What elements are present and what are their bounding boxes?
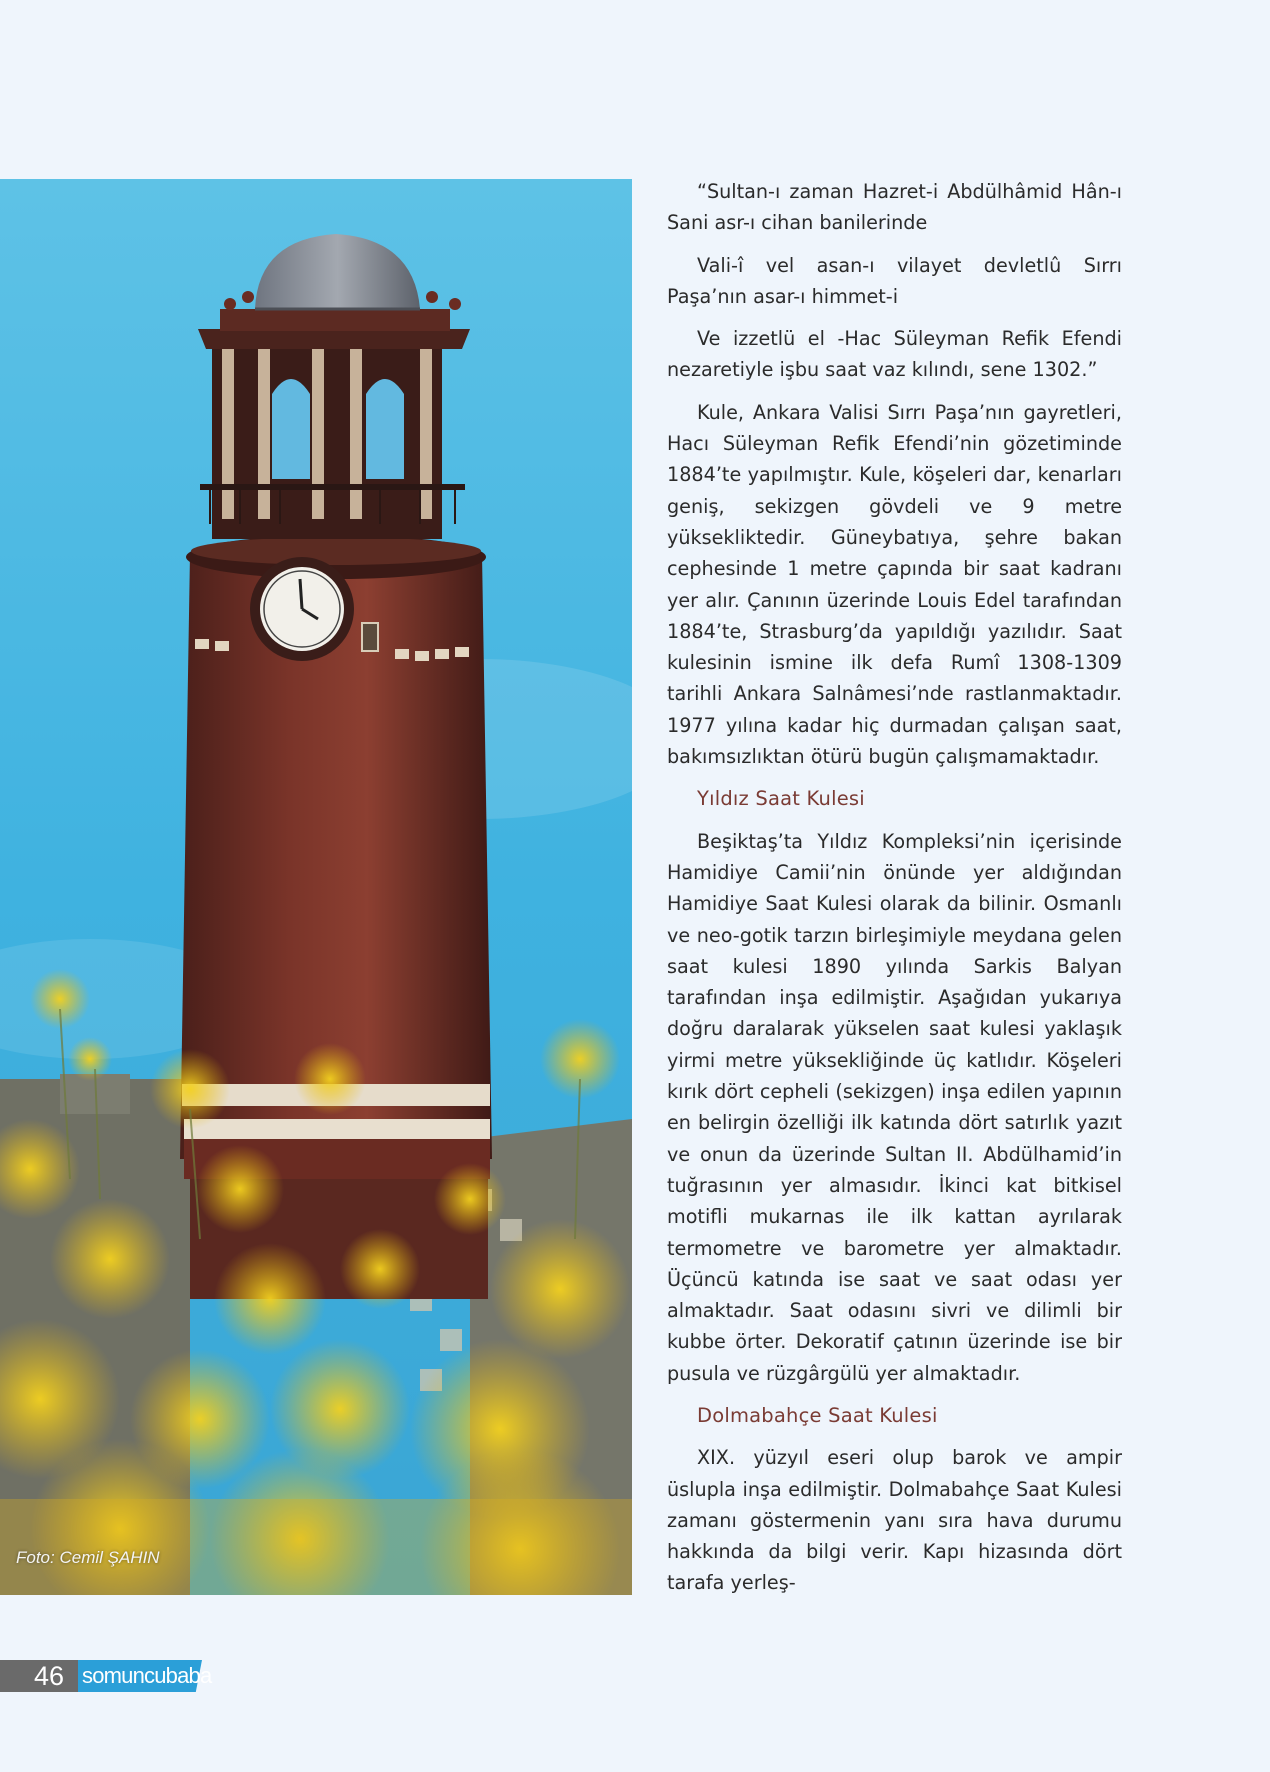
section-heading-dolmabahce: Dolmabahçe Saat Kulesi xyxy=(697,1403,938,1427)
brand-logo: somuncubaba xyxy=(82,1663,212,1688)
dolmabahce-paragraph: XIX. yüzyıl eseri olup barok ve ampir üslupla inşa edilmiştir. Dolmabahçe Saat Kulesi zamanı göstermenin yanı sıra hava durumu hakkında da bilgi verir. Kapı hizasında dört tarafa yerleş- xyxy=(667,1446,1122,1595)
inscription-line-2: Vali-î vel asan-ı vilayet devletlû Sırrı Paşa’nın asar-ı himmet-i xyxy=(667,253,1122,308)
section-heading-yildiz: Yıldız Saat Kulesi xyxy=(697,787,865,811)
page-footer xyxy=(0,1660,210,1692)
inscription-line-3: Ve izzetlü el -Hac Süleyman Refik Efendi nezaretiyle işbu saat vaz kılındı, sene 1302.” xyxy=(667,327,1122,382)
clock-tower-photo xyxy=(0,179,632,1595)
yildiz-paragraph: Beşiktaş’ta Yıldız Kompleksi’nin içerisinde Hamidiye Camii’nin önünde yer aldığından Hamidiye Saat Kulesi olarak da bilinir. Osmanlı ve neo-gotik tarzın birleşimiyle meydana gelen saat kulesi 1890 yılında Sarkis Balyan tarafından inşa edilmiştir. Aşağıdan yukarıya doğru daralarak yükselen saat kulesi yaklaşık yirmi metre yüksekliğinde üç katlıdır. Köşeleri kırık dört cepheli (sekizgen) inşa edilen yapının en belirgin özelliği ilk katında dört satırlık yazıt ve onun da üzerinde Sultan II. Abdülhamid’in tuğrasının yer almasıdır. İkinci kat bitkisel motifli mukarnas ile ilk kattan ayrılarak termometre ve barometre yer almaktadır. Üçüncü katında ise saat ve saat odası yer almaktadır. Saat odasını sivri ve dilimli bir kubbe örter. Dekoratif çatının üzerinde ise bir pusula ve rüzgârgülü yer almaktadır. xyxy=(667,829,1122,1385)
article-text xyxy=(667,176,1122,1610)
photo-credit: Foto: Cemil ŞAHIN xyxy=(16,1548,160,1567)
inscription-line-1: “Sultan-ı zaman Hazret-i Abdülhâmid Hân-ı Sani asr-ı cihan banilerinde xyxy=(667,180,1122,235)
page-number: 46 xyxy=(34,1661,65,1691)
ankara-tower-paragraph: Kule, Ankara Valisi Sırrı Paşa’nın gayretleri, Hacı Süleyman Refik Efendi’nin gözetiminde 1884’te yapılmıştır. Kule, köşeleri dar, kenarları geniş, sekizgen gövdeli ve 9 metre yüksekliktedir. Güneybatıya, şehre bakan cephesinde 1 metre çapında bir saat kadranı yer alır. Çanının üzerinde Louis Edel tarafından 1884’te, Strasburg’da yapıldığı yazılıdır. Saat kulesinin ismine ilk defa Rumî 1308-1309 tarihli Ankara Salnâmesi’nde rastlanmaktadır. 1977 yılına kadar hiç durmadan çalışan saat, bakımsızlıktan ötürü bugün çalışmamaktadır. xyxy=(667,400,1122,769)
